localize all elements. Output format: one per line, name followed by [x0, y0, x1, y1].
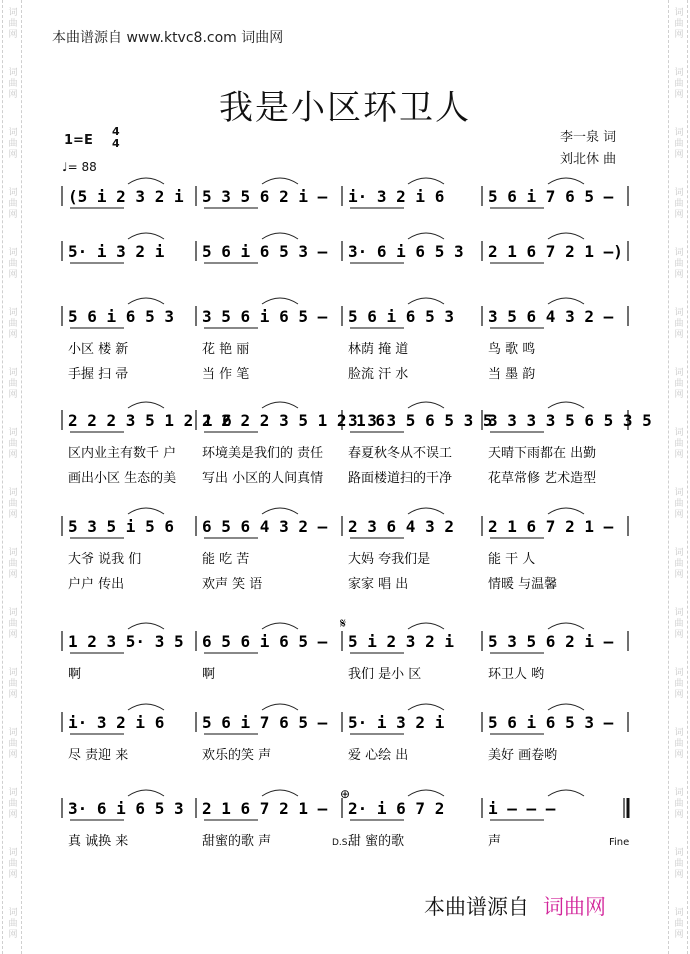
measure-notes: 3 5 6 4 3 2 –	[488, 307, 614, 326]
meter-bottom: 4	[112, 137, 120, 150]
lyric-line-1: 能 吃 苦	[202, 552, 250, 567]
side-watermark-mark: 词 曲 网	[8, 428, 18, 460]
lyric-line-1: 爱 心绘 出	[348, 748, 409, 763]
side-watermark-mark: 词 曲 网	[8, 248, 18, 280]
side-watermark-mark: 词 曲 网	[674, 248, 684, 280]
measure-notes: 5 6 i 6 5 3 –	[488, 713, 614, 732]
lyric-line-2: 欢声 笑 语	[202, 577, 263, 592]
slur-arc	[408, 178, 444, 184]
lyric-line-1: 林荫 掩 道	[348, 342, 409, 357]
measure-notes: (5 i 2 3 2 i	[68, 187, 184, 206]
slur-arc	[128, 508, 164, 514]
lyricist-credit: 李一泉 词	[560, 130, 617, 145]
side-watermark-mark: 词 曲 网	[674, 368, 684, 400]
side-watermark-mark: 词 曲 网	[8, 188, 18, 220]
ds-mark: D.S.	[332, 838, 351, 848]
measure-notes: 2 2 2 3 5 1 2 1 6	[68, 411, 232, 430]
measure-notes: i – – –	[488, 799, 556, 818]
measure-notes: 2 1 6 7 2 1 –	[202, 799, 328, 818]
lyric-line-1: 春夏秋冬从不误工	[348, 446, 453, 461]
lyric-line-2: 写出 小区的人间真情	[202, 471, 324, 486]
side-watermark-mark: 词 曲 网	[674, 608, 684, 640]
lyric-line-2: 脸流 汗 水	[348, 367, 409, 382]
measure-notes: 1 2 3 5· 3 5	[68, 632, 184, 651]
slur-arc	[262, 623, 298, 629]
side-watermark-mark: 词 曲 网	[8, 788, 18, 820]
measure-notes: 3 3 3 3 5 6 5 3 5	[488, 411, 652, 430]
side-watermark-mark: 词 曲 网	[8, 68, 18, 100]
slur-arc	[128, 298, 164, 304]
measure-notes: 3· 6 i 6 5 3	[68, 799, 184, 818]
lyric-line-1: 甜 蜜的歌	[348, 834, 405, 849]
slur-arc	[128, 790, 164, 796]
lyric-line-1: 环境美是我们的 责任	[202, 446, 324, 461]
slur-arc	[408, 623, 444, 629]
slur-arc	[262, 402, 298, 408]
lyric-line-2: 当 墨 韵	[488, 367, 536, 382]
lyric-line-1: 能 干 人	[488, 552, 536, 567]
measure-notes: 5· i 3 2 i	[68, 242, 165, 261]
lyric-line-2: 情暖 与温馨	[488, 577, 558, 592]
footer-prefix: 本曲谱源自	[424, 895, 529, 919]
slur-arc	[408, 790, 444, 796]
measure-notes: 2· i 6 7 2	[348, 799, 445, 818]
slur-arc	[262, 233, 298, 239]
slur-arc	[262, 790, 298, 796]
measure-notes: 2 3 6 4 3 2	[348, 517, 454, 536]
slur-arc	[548, 298, 584, 304]
slur-arc	[128, 402, 164, 408]
key-signature: 1=E	[64, 133, 93, 148]
slur-arc	[408, 704, 444, 710]
lyric-line-1: 美好 画卷哟	[488, 748, 558, 763]
lyric-line-2: 当 作 笔	[202, 367, 250, 382]
side-watermark-mark: 词 曲 网	[8, 8, 18, 40]
measure-notes: 6 5 6 i 6 5 –	[202, 632, 328, 651]
slur-arc	[262, 178, 298, 184]
side-watermark-mark: 词 曲 网	[674, 848, 684, 880]
lyric-line-2: 花草常修 艺术造型	[488, 471, 597, 486]
song-title: 我是小区环卫人	[219, 88, 471, 128]
lyric-line-2: 路面楼道扫的干净	[348, 471, 453, 486]
measure-notes: 2 1 6 7 2 1 –	[488, 517, 614, 536]
slur-arc	[262, 298, 298, 304]
lyric-line-2: 手握 扫 帚	[68, 367, 129, 382]
slur-arc	[408, 508, 444, 514]
side-watermark-mark: 词 曲 网	[674, 908, 684, 940]
lyric-line-1: 大爷 说我 们	[68, 552, 142, 567]
measure-notes: i· 3 2 i 6	[348, 187, 445, 206]
side-watermark-mark: 词 曲 网	[8, 548, 18, 580]
side-watermark-mark: 词 曲 网	[8, 608, 18, 640]
side-watermark-mark: 词 曲 网	[674, 788, 684, 820]
measure-notes: i· 3 2 i 6	[68, 713, 165, 732]
measure-notes: 2 1 6 7 2 1 –)	[488, 242, 623, 261]
side-watermark-mark: 词 曲 网	[674, 188, 684, 220]
composer-credit: 刘北休 曲	[560, 152, 617, 167]
slur-arc	[128, 623, 164, 629]
slur-arc	[548, 178, 584, 184]
lyric-line-2: 家家 唱 出	[348, 577, 409, 592]
slur-arc	[408, 233, 444, 239]
side-watermark-mark: 词 曲 网	[8, 308, 18, 340]
measure-notes: 5 3 5 6 2 i –	[202, 187, 328, 206]
tempo-value: = 88	[67, 160, 97, 174]
slur-arc	[128, 178, 164, 184]
side-watermark-mark: 词 曲 网	[674, 8, 684, 40]
side-watermark-mark: 词 曲 网	[674, 548, 684, 580]
lyric-line-1: 花 艳 丽	[202, 342, 250, 357]
slur-arc	[548, 233, 584, 239]
side-watermark-mark: 词 曲 网	[8, 728, 18, 760]
measure-notes: 5 6 i 6 5 3	[68, 307, 174, 326]
slur-arc	[408, 298, 444, 304]
side-watermark-mark: 词 曲 网	[8, 128, 18, 160]
measure-notes: 5 6 i 7 6 5 –	[488, 187, 614, 206]
lyric-line-1: 天晴下雨都在 出勤	[488, 446, 597, 461]
slur-arc	[548, 704, 584, 710]
slur-arc	[548, 790, 584, 796]
slur-arc	[128, 704, 164, 710]
measure-notes: 5 i 2 3 2 i	[348, 632, 454, 651]
side-watermark-mark: 词 曲 网	[8, 488, 18, 520]
side-watermark-mark: 词 曲 网	[8, 368, 18, 400]
slur-arc	[408, 402, 444, 408]
slur-arc	[548, 402, 584, 408]
measure-notes: 3· 6 i 6 5 3	[348, 242, 464, 261]
fine-mark: Fine	[609, 837, 630, 848]
measure-notes: 5 6 i 6 5 3	[348, 307, 454, 326]
lyric-line-1: 尽 责迎 来	[68, 748, 129, 763]
lyric-line-1: 甜蜜的歌 声	[202, 834, 272, 849]
slur-arc	[128, 233, 164, 239]
measure-notes: 5 3 5 i 5 6	[68, 517, 174, 536]
quarter-note-icon: ♩	[62, 160, 68, 174]
lyric-line-1: 鸟 歌 鸣	[488, 342, 536, 357]
measure-notes: 5· i 3 2 i	[348, 713, 445, 732]
slur-arc	[548, 623, 584, 629]
lyric-line-1: 小区 楼 新	[68, 342, 129, 357]
coda-icon: ⊕	[340, 787, 351, 801]
measure-notes: 5 6 i 7 6 5 –	[202, 713, 328, 732]
side-watermark-mark: 词 曲 网	[674, 728, 684, 760]
measure-notes: 3 3 3 5 6 5 3 5	[348, 411, 493, 430]
lyric-line-1: 我们 是小 区	[348, 667, 422, 682]
measure-notes: 3 5 6 i 6 5 –	[202, 307, 328, 326]
lyric-line-1: 啊	[202, 667, 216, 682]
header-source-text: 本曲谱源自 www.ktvc8.com 词曲网	[52, 30, 284, 46]
side-watermark-mark: 词 曲 网	[674, 488, 684, 520]
lyric-line-1: 真 诚换 来	[68, 834, 129, 849]
footer-brand: 词曲网	[543, 895, 606, 919]
side-watermark-mark: 词 曲 网	[674, 668, 684, 700]
measure-notes: 6 5 6 4 3 2 –	[202, 517, 328, 536]
side-watermark-mark: 词 曲 网	[8, 668, 18, 700]
lyric-line-1: 欢乐的笑 声	[202, 748, 272, 763]
lyric-line-2: 画出小区 生态的美	[68, 471, 177, 486]
side-watermark-mark: 词 曲 网	[674, 68, 684, 100]
footer-source	[424, 891, 606, 921]
slur-arc	[548, 508, 584, 514]
lyric-line-1: 声	[488, 834, 502, 849]
slur-arc	[262, 704, 298, 710]
lyric-line-2: 户户 传出	[68, 577, 125, 592]
measure-notes: 5 3 5 6 2 i –	[488, 632, 614, 651]
side-watermark-mark: 词 曲 网	[674, 308, 684, 340]
measure-notes: 2 2 2 2 3 5 1 2 1 6	[202, 411, 386, 430]
side-watermark-mark: 词 曲 网	[674, 428, 684, 460]
lyric-line-1: 啊	[68, 667, 82, 682]
meter-top: 4	[112, 125, 120, 138]
slur-arc	[262, 508, 298, 514]
side-watermark-mark: 词 曲 网	[8, 848, 18, 880]
side-watermark-mark: 词 曲 网	[8, 908, 18, 940]
side-watermark-mark: 词 曲 网	[674, 128, 684, 160]
measure-notes: 5 6 i 6 5 3 –	[202, 242, 328, 261]
segno-icon: 𝄋	[340, 616, 347, 632]
lyric-line-1: 环卫人 哟	[488, 667, 545, 682]
lyric-line-1: 区内业主有数千 户	[68, 446, 177, 461]
lyric-line-1: 大妈 夸我们是	[348, 552, 431, 567]
